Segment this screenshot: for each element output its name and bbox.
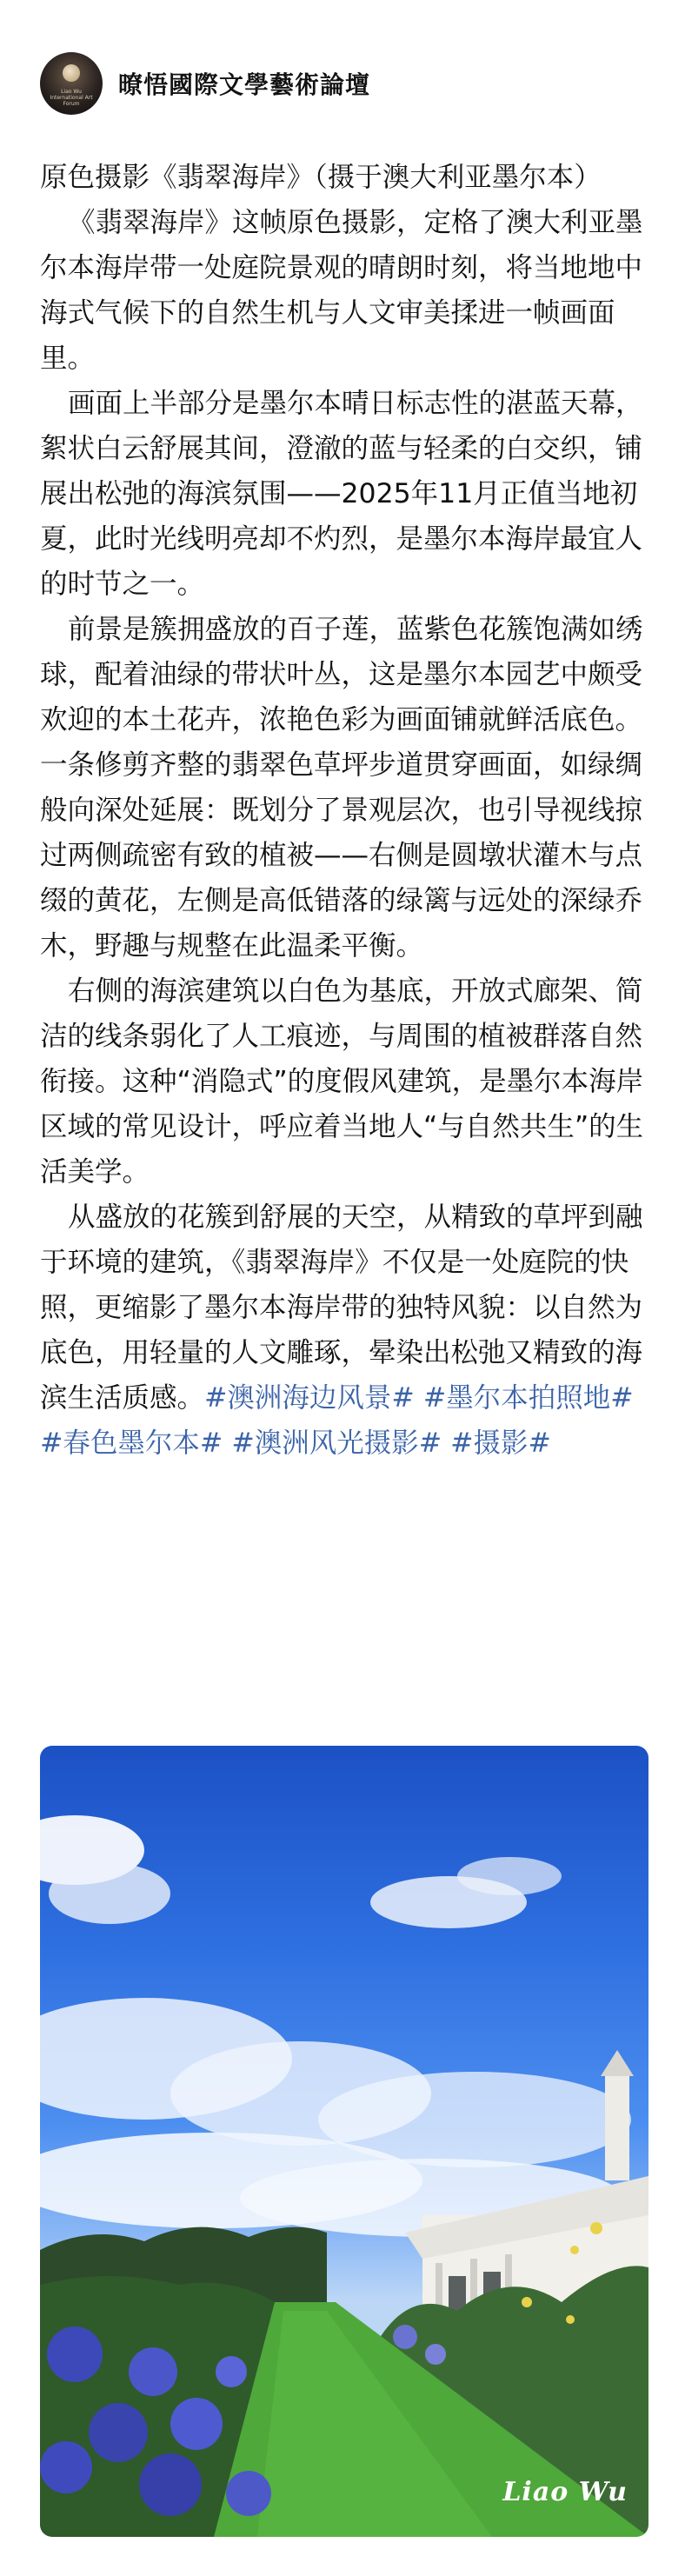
post-header [40, 52, 370, 115]
post-body [40, 155, 648, 1466]
account-name[interactable]: 暸悟國際文學藝術論壇 [118, 70, 371, 99]
photo-signature: Liao Wu [502, 2477, 628, 2507]
hashtag-link[interactable]: #摄影# [450, 1428, 551, 1459]
post-paragraph-1: 《翡翠海岸》这帧原色摄影，定格了澳大利亚墨尔本海岸带一处庭院景观的晴朗时刻，将当地地中海式气候下的自然生机与人文审美揉进一帧画面里。 [40, 207, 643, 374]
avatar-text: Liao Wu International Art Forum [50, 89, 93, 107]
clouds [40, 1815, 631, 2237]
post-paragraph-2: 画面上半部分是墨尔本晴日标志性的湛蓝天幕，絮状白云舒展其间，澄澈的蓝与轻柔的白交织，铺展出松弛的海滨氛围——2025年11月正值当地初夏，此时光线明亮却不灼烈，是墨尔本海岸最宜人的时节之一。 [40, 388, 643, 600]
post-paragraph-5-text: 从盛放的花簇到舒展的天空，从精致的草坪到融于环境的建筑，《翡翠海岸》不仅是一处庭院的快照，更缩影了墨尔本海岸带的独特风貌：以自然为底色，用轻量的人文雕琢，晕染出松弛又精致的海滨生活质感。 [40, 1201, 643, 1414]
hashtag-link[interactable]: #澳洲海边风景# [204, 1382, 415, 1414]
moon-avatar-icon [63, 64, 80, 82]
post-paragraph-5 [40, 1195, 648, 1466]
hashtag-link[interactable]: #墨尔本拍照地# [422, 1382, 634, 1414]
post-title: 原色摄影《翡翠海岸》（摄于澳大利亚墨尔本） [40, 162, 602, 193]
hashtag-link[interactable]: #澳洲风光摄影# [231, 1428, 442, 1459]
post-paragraph-3: 前景是簇拥盛放的百子莲，蓝紫色花簇饱满如绣球，配着油绿的带状叶丛，这是墨尔本园艺中颇受欢迎的本土花卉，浓艳色彩为画面铺就鲜活底色。一条修剪齐整的翡翠色草坪步道贯穿画面，如绿绸般向深处延展：既划分了景观层次，也引导视线掠过两侧疏密有致的植被——右侧是圆墩状灌木与点缀的黄花，左侧是高低错落的绿篱与远处的深绿乔木，野趣与规整在此温柔平衡。 [40, 614, 643, 962]
garden-photo-illustration [40, 1746, 648, 2537]
avatar[interactable] [40, 52, 103, 115]
post-paragraph-4: 右侧的海滨建筑以白色为基底，开放式廊架、简洁的线条弱化了人工痕迹，与周围的植被群落自然衔接。这种“消隐式”的度假风建筑，是墨尔本海岸区域的常见设计，呼应着当地人“与自然共生”的生活美学。 [40, 975, 644, 1188]
garden-photo[interactable] [40, 1746, 648, 2537]
hashtag-link[interactable]: #春色墨尔本# [40, 1428, 223, 1459]
